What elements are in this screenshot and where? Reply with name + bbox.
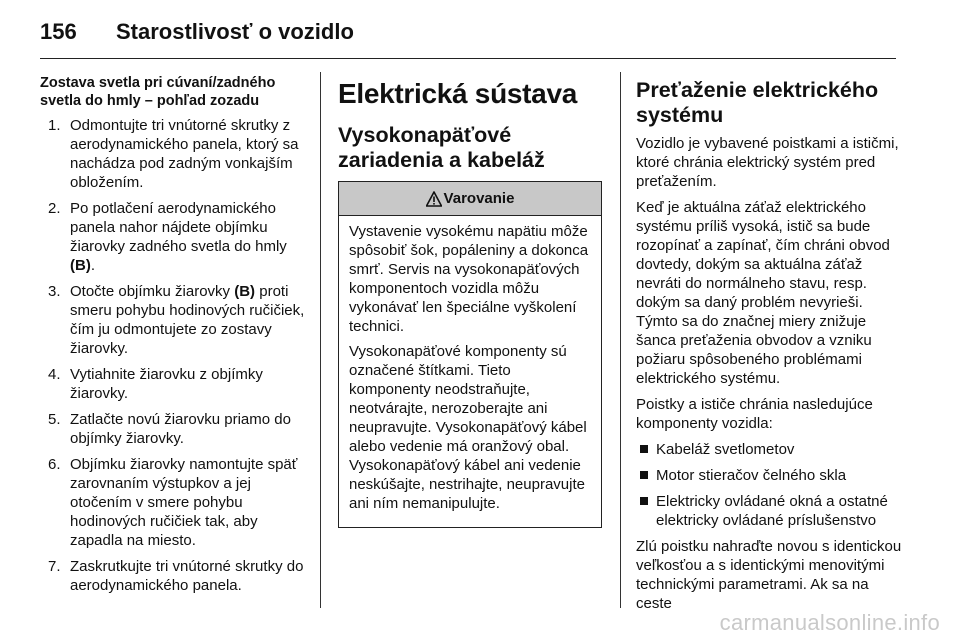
- page-number: 156: [40, 19, 77, 44]
- paragraph: Keď je aktuálna záťaž elektrického systému príliš vysoká, istič sa bude rozopínať a zapínať, čím chráni obvod dovtedy, dokým sa aktuálna záťaž nevráti do normálneho stavu, resp. dokým sa daný problém nevyrieši. Týmto sa do značnej miery znižuje šanca preťaženia obvodov a vzniku požiaru spôsobeného problémami elektrického systému.: [636, 199, 890, 387]
- list-item: [40, 116, 308, 192]
- subsection-title: Vysokonapäťové zariadenia a kabeláž: [338, 123, 545, 172]
- section-title: Elektrická sústava: [338, 78, 577, 109]
- warning-triangle-icon: [426, 191, 442, 207]
- warning-header: [339, 182, 601, 216]
- warning-box: [338, 181, 602, 528]
- step-text-after: proti smeru pohybu hodinových ručičiek, čím ju odmontujete zo zostavy žiarovky.: [70, 283, 305, 357]
- warning-paragraph: Vysokonapäťové komponenty sú označené štítkami. Tieto komponenty neodstraňujte, neotvárajte, nerozoberajte ani neupravujte. Vysokonapäťový kábel alebo vedenie má oranžový obal. Vysokonapäťový kábel ani vedenie neskúšajte, nestrihajte, neupravujte ani ním nemanipulujte.: [349, 343, 587, 512]
- paragraph: Vozidlo je vybavené poistkami a ističmi, ktoré chránia elektrický systém pred preťažením.: [636, 135, 899, 190]
- bullet-list: [636, 440, 906, 530]
- step-text-after: .: [90, 257, 95, 274]
- list-item: [636, 492, 906, 530]
- step-number: 3.: [48, 283, 61, 300]
- list-item: [40, 410, 308, 448]
- warning-title: Varovanie: [443, 190, 515, 207]
- step-text: Odmontujte tri vnútorné skrutky z aerodynamického panela, ktorý sa nachádza pod zadným vonkajším obložením.: [70, 117, 299, 191]
- bullet-square-icon: [640, 497, 648, 505]
- step-bold-ref: (B): [70, 257, 91, 274]
- list-item: [40, 455, 308, 550]
- step-text: Zatlačte novú žiarovku priamo do objímky žiarovky.: [70, 411, 291, 447]
- list-item: [40, 199, 308, 275]
- bullet-text: Motor stieračov čelného skla: [656, 467, 847, 484]
- step-text: Zaskrutkujte tri vnútorné skrutky do aerodynamického panela.: [70, 558, 304, 594]
- list-item: [636, 466, 906, 485]
- step-number: 7.: [48, 558, 61, 575]
- subheading: Zostava svetla pri cúvaní/zadného svetla do hmly – pohľad zozadu: [40, 75, 276, 109]
- column-divider-2: [620, 72, 621, 608]
- step-number: 2.: [48, 200, 61, 217]
- bullet-text: Kabeláž svetlometov: [656, 441, 795, 458]
- warning-paragraph: Vystavenie vysokému napätiu môže spôsobiť šok, popáleniny a dokonca smrť. Servis na vysokonapäťových komponentoch vozidla môžu vykonávať len špeciálne vyškolení technici.: [349, 223, 589, 335]
- step-number: 1.: [48, 117, 61, 134]
- step-number: 4.: [48, 366, 61, 383]
- column-divider-1: [320, 72, 321, 608]
- bullet-text: Elektricky ovládané okná a ostatné elektricky ovládané príslušenstvo: [656, 493, 888, 529]
- overload-title: Preťaženie elektrického systému: [636, 78, 879, 127]
- paragraph: Poistky a ističe chránia nasledujúce komponenty vozidla:: [636, 396, 873, 432]
- list-item: [40, 365, 308, 403]
- warning-body: [339, 216, 601, 527]
- page-header: [40, 14, 354, 50]
- step-text: Vytiahnite žiarovku z objímky žiarovky.: [70, 366, 263, 402]
- watermark: carmanualsonline.info: [719, 610, 940, 635]
- step-bold-ref: (B): [234, 283, 256, 300]
- paragraph: Zlú poistku nahraďte novou s identickou veľkosťou a s identickými menovitými technickými parametrami. Ak sa na ceste: [636, 538, 902, 612]
- column-electrical-system: [338, 74, 602, 528]
- steps-list: [40, 116, 308, 595]
- step-text: Otočte objímku žiarovky: [70, 283, 231, 300]
- step-text: Objímku žiarovky namontujte späť zarovnaním výstupkov a jej otočením v smere pohybu hodinových ručičiek tak, aby zapadla na miesto.: [70, 456, 298, 549]
- list-item: [40, 557, 308, 595]
- page-title: Starostlivosť o vozidlo: [116, 19, 354, 44]
- bullet-square-icon: [640, 471, 648, 479]
- header-divider: [40, 58, 896, 59]
- list-item: [636, 440, 906, 459]
- step-text: Po potlačení aerodynamického panela nahor nájdete objímku žiarovky zadného svetla do hmly: [70, 200, 287, 255]
- step-number: 5.: [48, 411, 61, 428]
- column-overload: [636, 74, 906, 620]
- step-number: 6.: [48, 456, 61, 473]
- list-item: [40, 282, 308, 358]
- column-bulb-replacement: [40, 74, 308, 602]
- bullet-square-icon: [640, 445, 648, 453]
